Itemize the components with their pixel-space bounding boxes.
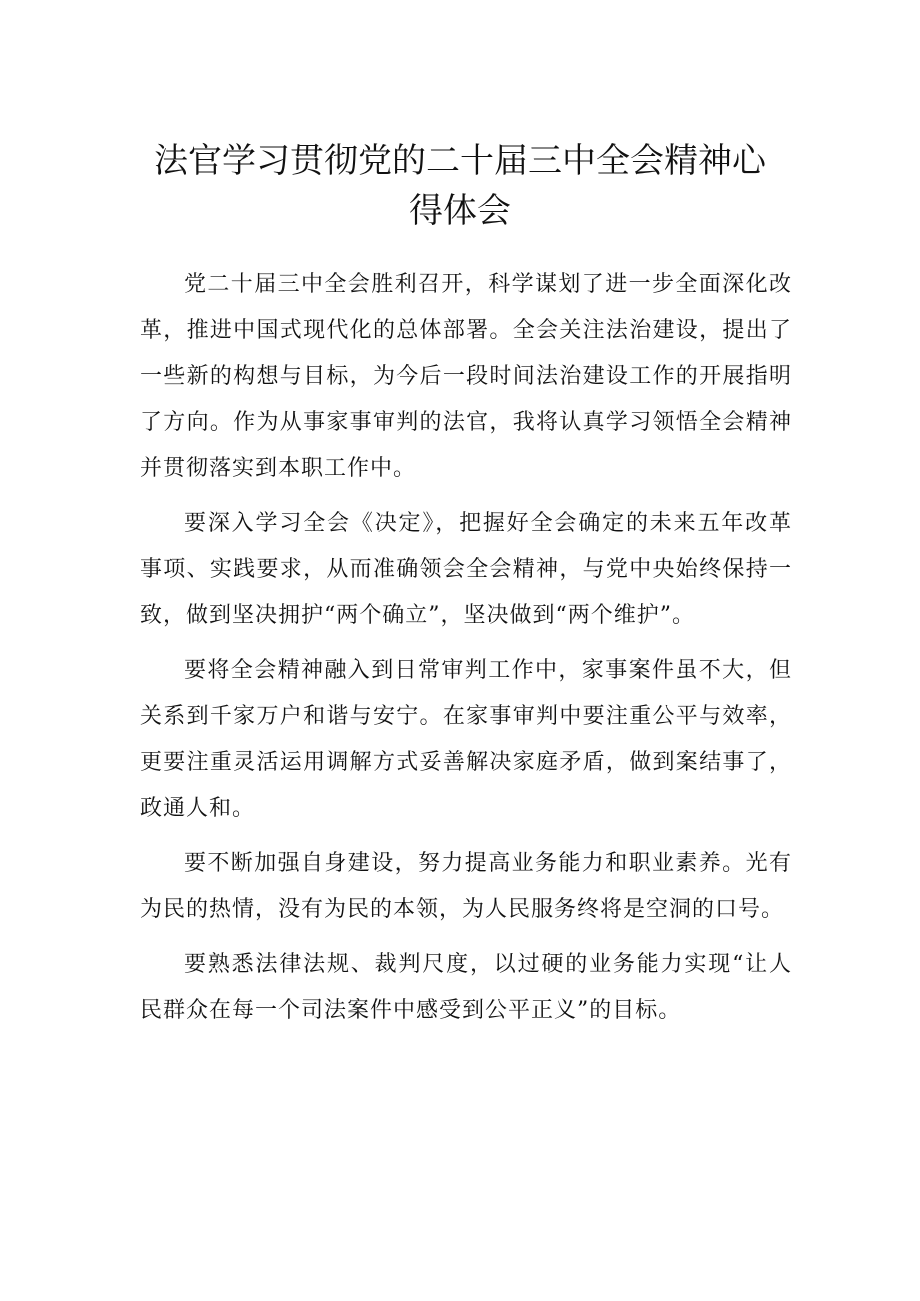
paragraph: 要将全会精神融入到日常审判工作中，家事案件虽不大，但关系到千家万户和谐与安宁。在家事审判中要注重公平与效率，更要注重灵活运用调解方式妥善解决家庭矛盾，做到案结事了，政通人和。 <box>140 658 792 821</box>
paragraph: 要熟悉法律法规、裁判尺度，以过硬的业务能力实现“让人民群众在每一个司法案件中感受到公平正义”的目标。 <box>140 952 792 1023</box>
paragraph: 党二十届三中全会胜利召开，科学谋划了进一步全面深化改革，推进中国式现代化的总体部署。全会关注法治建设，提出了一些新的构想与目标，为今后一段时间法治建设工作的开展指明了方向。作为从事家事审判的法官，我将认真学习领悟全会精神并贯彻落实到本职工作中。 <box>140 272 792 481</box>
paragraph: 要深入学习全会《决定》，把握好全会确定的未来五年改革事项、实践要求，从而准确领会全会精神，与党中央始终保持一致，做到坚决拥护“两个确立”，坚决做到“两个维护”。 <box>140 511 792 628</box>
document-title: 法官学习贯彻党的二十届三中全会精神心得体会 <box>154 141 766 231</box>
paragraph: 要不断加强自身建设，努力提高业务能力和职业素养。光有为民的热情，没有为民的本领，为人民服务终将是空洞的口号。 <box>140 851 792 922</box>
document-body <box>140 262 792 1043</box>
